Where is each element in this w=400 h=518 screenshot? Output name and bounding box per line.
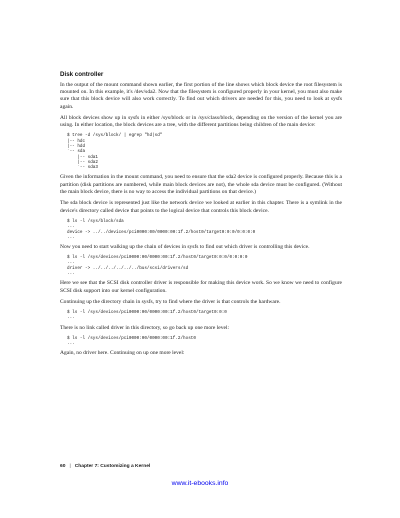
code-block-2: $ ls -l /sys/block/sda ... device -> ../../devices/pci0000:00/0000:00:1f.2/host0/target0:0:0/0:0:0:0 ... bbox=[67, 218, 256, 240]
section-heading: Disk controller bbox=[60, 71, 104, 78]
code-block-3: $ ls -l /sys/devices/pci0000:00/0000:00:1f.2/host0/target0:0:0/0:0:0:0 ... driver -> ../../../../../../bus/scsi/drivers/sd ... bbox=[67, 255, 248, 277]
watermark-link[interactable]: www.it-ebooks.info bbox=[171, 480, 229, 487]
paragraph-7: Continuing up the directory chain in sysfs, try to find where the driver is that controls the hardware. bbox=[60, 298, 281, 305]
paragraph-3: Given the information in the mount command, you need to ensure that the sda2 device is configured properly. Because this is a partition (disk partitions are numbered, while main block devices are not), the whole sda device must be configured. (Without the main block device, there is no way to access the individual partitions on that device.) bbox=[60, 174, 342, 196]
paragraph-8: There is no link called driver in this directory, so go back up one more level: bbox=[60, 324, 230, 331]
paragraph-4: The sda block device is represented just like the network device we looked at earlier in this chapter. There is a symlink in the device's directory called device that points to the logical device that controls this block device. bbox=[60, 200, 342, 214]
paragraph-5: Now you need to start walking up the chain of devices in sysfs to find out which driver is controlling this device. bbox=[60, 244, 310, 251]
footer-separator: | bbox=[69, 464, 71, 469]
paragraph-6: Here we see that the SCSI disk controller driver is responsible for making this device work. So we know we need to configure SCSI disk support into our kernel configuration. bbox=[60, 280, 342, 294]
paragraph-2: All block devices show up in sysfs in either /sys/block or in /sys/class/block, depending on the version of the kernel you are using. In either location, the block devices are a tree, with the different partitions being children of the main device: bbox=[60, 114, 342, 129]
code-block-5: $ ls -l /sys/devices/pci0000:00/0000:00:1f.2/host0 ... bbox=[67, 335, 196, 346]
paragraph-1: In the output of the mount command shown earlier, the first portion of the line shows which block device the root filesystem is mounted on. In this example, it's /dev/sda2. Now that the filesystem is configured properly in your kernel, you must also make sure that this block device will also work correctly. To find out which drivers are needed for this, you need to look at sysfs again. bbox=[60, 81, 342, 110]
page-body bbox=[60, 71, 342, 361]
paragraph-9: Again, no driver here. Continuing on up one more level: bbox=[60, 350, 185, 357]
code-block-1: $ tree -d /sys/block/ | egrep "hd|sd" |-- hdc |-- hdd `-- sda |-- sda1 |-- sda2 `-- sda3 bbox=[67, 133, 163, 171]
chapter-title: Chapter 7: Customizing a Kernel bbox=[74, 464, 151, 469]
code-block-4: $ ls -l /sys/devices/pci0000:00/0000:00:1f.2/host0/target0:0:0 ... bbox=[67, 309, 227, 321]
page-number: 60 bbox=[60, 464, 66, 469]
page-footer bbox=[60, 464, 342, 469]
